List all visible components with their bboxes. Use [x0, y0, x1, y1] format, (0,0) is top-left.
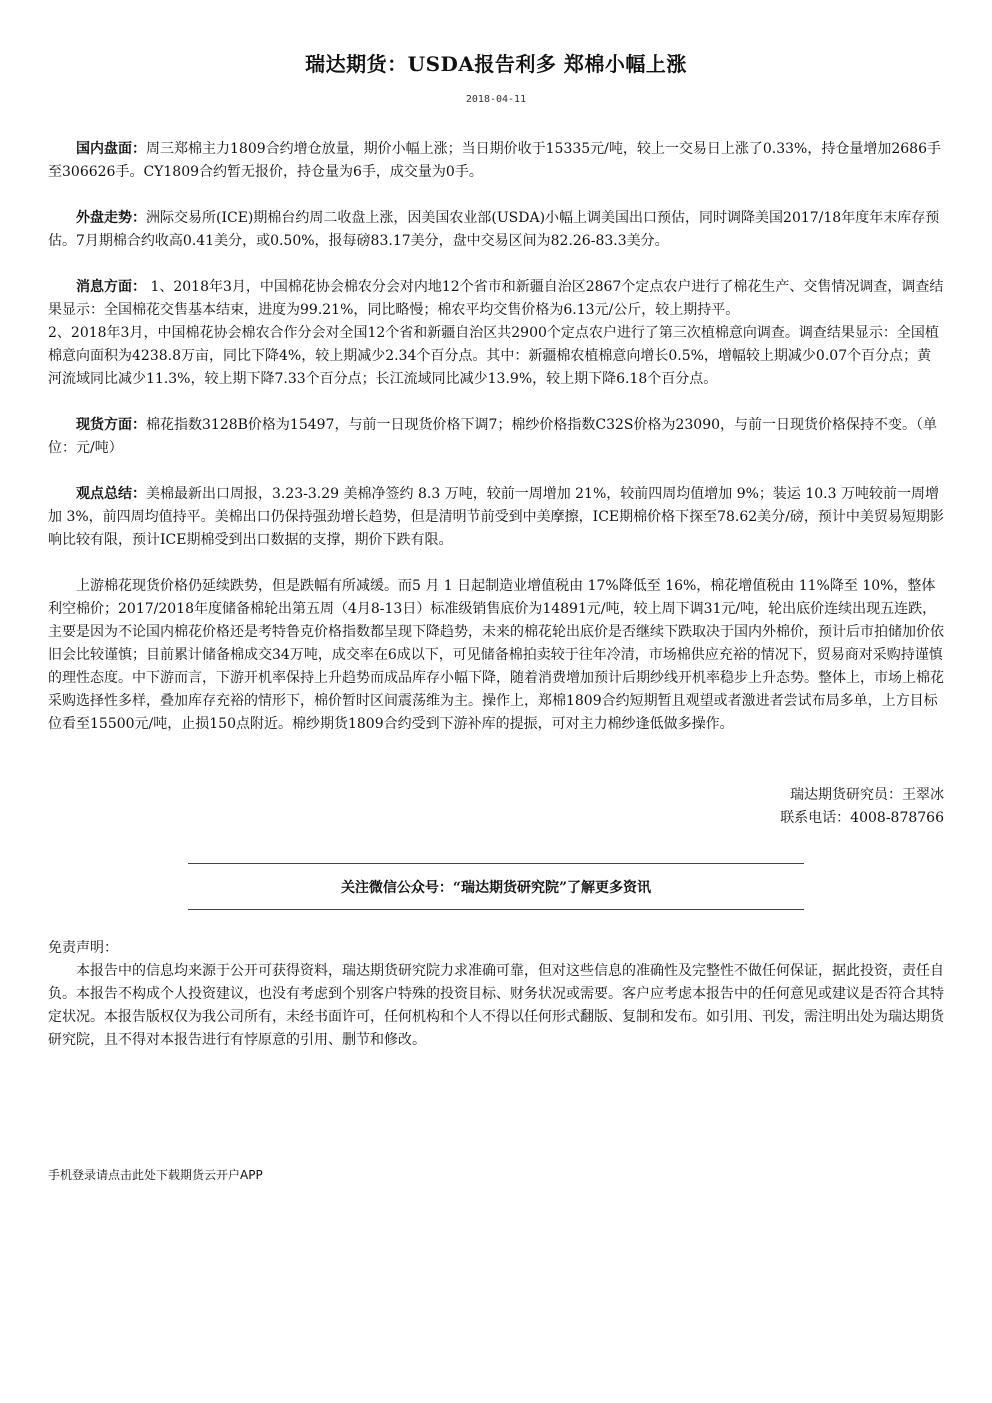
foreign-market-text: 洲际交易所(ICE)期棉台约周二收盘上涨，因美国农业部(USDA)小幅上调美国出口预估，同时调降美国2017/18年度年末库存预估。7月期棉合约收高0.41美分，或0.50%，报每磅83.17美分，盘中交易区间为82.26-83.3美分。 — [48, 210, 940, 249]
spot-text: 棉花指数3128B价格为15497，与前一日现货价格下调7；棉纱价格指数C32S价格为23090，与前一日现货价格保持不变。（单位：元/吨） — [48, 417, 938, 456]
view-summary-paragraph — [48, 483, 944, 552]
report-title: 瑞达期货：USDA报告利多 郑棉小幅上涨 — [305, 52, 687, 76]
domestic-market-text: 周三郑棉主力1809合约增仓放量，期价小幅上涨；当日期价收于15335元/吨，较上一交易日上涨了0.33%，持仓量增加2686手至306626手。CY1809合约暂无报价，持仓量为6手，成交量为0手。 — [48, 141, 941, 180]
disclaimer-text: 本报告中的信息均来源于公开可获得资料，瑞达期货研究院力求准确可靠，但对这些信息的准确性及完整性不做任何保证，据此投资，责任自负。本报告不构成个人投资建议，也没有考虑到个别客户特殊的投资目标、财务状况或需要。客户应考虑本报告中的任何意见或建议是否符合其特定状况。本报告版权仅为我公司所有，未经书面许可，任何机构和个人不得以任何形式翻版、复制和发布。如引用、刊发，需注明出处为瑞达期货研究院，且不得对本报告进行有悖原意的引用、删节和修改。 — [48, 963, 944, 1048]
news-label: 消息方面： — [76, 279, 146, 295]
news-text-2: 2、2018年3月，中国棉花协会棉农合作分会对全国12个省和新疆自治区共2900个定点农户进行了第三次植棉意向调查。调查结果显示：全国植棉意向面积为4238.8万亩，同比下降4%，较上期减少2.34个百分点。其中：新疆棉农植棉意向增长0.5%，增幅较上期减少0.07个百分点；黄河流域同比减少11.3%，较上期下降7.33个百分点；长江流域同比减少13.9%，较上期下降6.18个百分点。 — [48, 325, 939, 387]
contact-phone: 联系电话：4008-878766 — [780, 810, 944, 826]
spot-paragraph — [48, 414, 944, 460]
news-paragraph-1 — [48, 276, 944, 322]
view-summary-label: 观点总结： — [76, 486, 146, 502]
domestic-market-label: 国内盘面： — [76, 141, 146, 157]
divider-top — [188, 863, 804, 864]
divider-bottom — [188, 909, 804, 910]
wechat-follow-notice: 关注微信公众号：“瑞达期货研究院”了解更多资讯 — [340, 880, 652, 896]
foreign-market-paragraph — [48, 207, 944, 253]
news-paragraph-2 — [48, 322, 944, 391]
outlook-paragraph: 上游棉花现货价格仍延续跌势，但是跌幅有所减缓。而5 月 1 日起制造业增值税由 17%降低至 16%，棉花增值税由 11%降至 10%，整体利空棉价；2017/2018年度储备棉轮出第五周（4月8-13日）标准级销售底价为14891元/吨，较上周下调31元/吨，轮出底价连续出现五连跌，主要是因为不论国内棉花价格还是考特鲁克价格指数都呈现下降趋势，未来的棉花轮出底价是否继续下跌取决于国内外棉价，预计后市拍储加价依旧会比较谨慎；目前累计储备棉成交34万吨，成交率在6成以下，可见储备棉拍卖较于往年冷清，市场棉供应充裕的情况下，贸易商对采购持谨慎的理性态度。中下游而言，下游开机率保持上升趋势而成品库存小幅下降，随着消费增加预计后期纱线开机率稳步上升态势。整体上，市场上棉花采购选择性多样，叠加库存充裕的情形下，棉价暂时区间震荡维为主。操作上，郑棉1809合约短期暂且观望或者激进者尝试布局多单，上方目标位看至15500元/吨，止损150点附近。棉纱期货1809合约受到下游补库的提振，可对主力棉纱逢低做多操作。 — [48, 578, 944, 732]
news-text-1: 1、2018年3月，中国棉花协会棉农分会对内地12个省市和新疆自治区2867个定点农户进行了棉花生产、交售情况调查，调查结果显示：全国棉花交售基本结束，进度为99.21%，同比略慢；棉农平均交售价格为6.13元/公斤，较上期持平。 — [48, 279, 944, 318]
disclaimer-heading: 免责声明： — [48, 940, 118, 956]
foreign-market-label: 外盘走势： — [76, 210, 146, 226]
domestic-market-paragraph — [48, 138, 944, 184]
spot-label: 现货方面： — [76, 417, 146, 433]
report-date: 2018-04-11 — [465, 94, 527, 105]
view-summary-text: 美棉最新出口周报，3.23-3.29 美棉净签约 8.3 万吨，较前一周增加 21%，较前四周均值增加 9%；装运 10.3 万吨较前一周增加 3%，前四周均值持平。美棉出口仍保持强劲增长趋势，但是清明节前受到中美摩擦，ICE期棉价格下探至78.62美分/磅，预计中美贸易短期影响比较有限，预计ICE期棉受到出口数据的支撑，期价下跌有限。 — [48, 486, 944, 548]
download-app-link[interactable]: 手机登录请点击此处下载期货云开户APP — [48, 1168, 263, 1182]
researcher-signature: 瑞达期货研究员：王翠冰 — [790, 787, 944, 803]
